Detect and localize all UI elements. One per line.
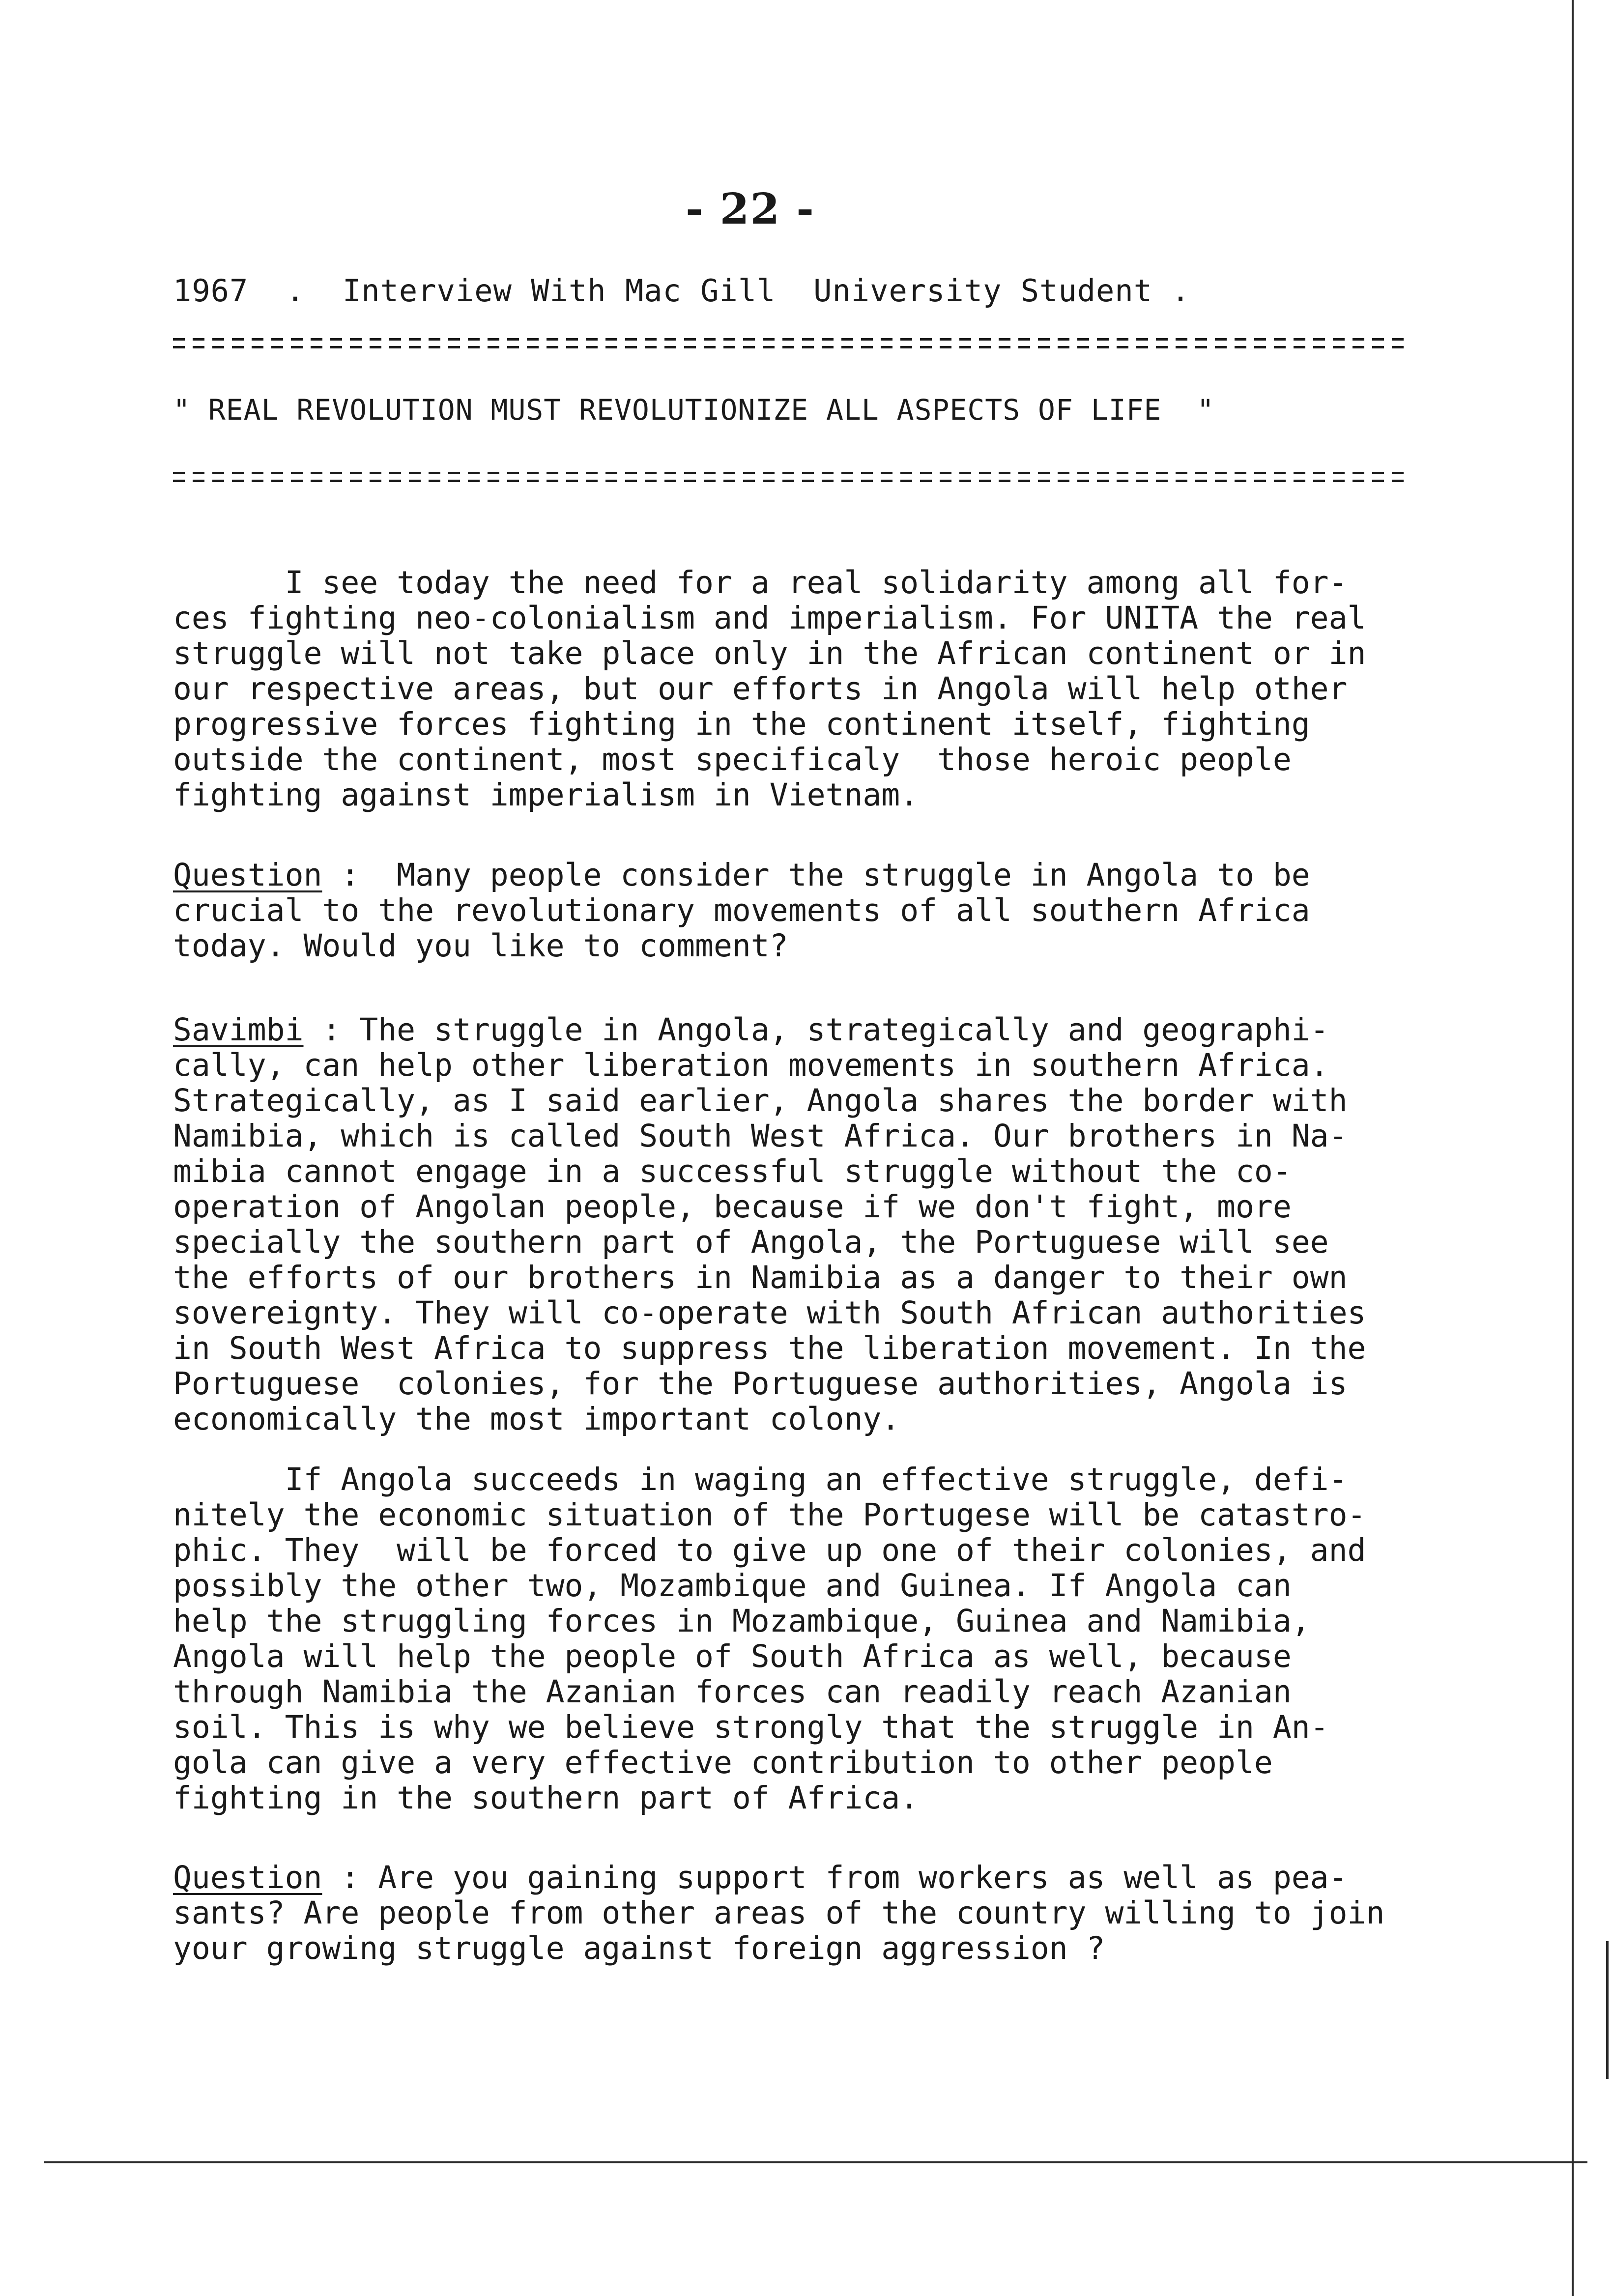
page-edge-line <box>1572 0 1574 2296</box>
page-number: - 22 - <box>686 184 815 234</box>
text-line: today. Would you like to comment? <box>173 928 788 964</box>
speaker-label: Question <box>173 857 322 893</box>
text-line <box>173 1860 1451 1895</box>
double-rule-bottom <box>173 472 1411 485</box>
text-line: struggle will not take place only in the African continent or in <box>173 635 1366 671</box>
paragraph-answer-continued <box>173 1462 1451 1816</box>
text-line: crucial to the revolutionary movements of all southern Africa <box>173 892 1310 928</box>
text-line <box>173 1012 1451 1048</box>
document-header <box>173 273 1190 309</box>
document-title: " REAL REVOLUTION MUST REVOLUTIONIZE ALL ASPECTS OF LIFE " <box>173 393 1215 427</box>
bottom-divider <box>44 2161 1587 2163</box>
header-year: 1967 <box>173 273 249 309</box>
text-line: operation of Angolan people, because if we don't fight, more <box>173 1189 1292 1225</box>
text-line: If Angola succeeds in waging an effective struggle, defi- <box>173 1462 1348 1497</box>
paragraph-answer-savimbi <box>173 1012 1451 1437</box>
text-line: fighting against imperialism in Vietnam. <box>173 777 919 813</box>
text-line: mibia cannot engage in a successful struggle without the co- <box>173 1153 1292 1189</box>
text-line: nitely the economic situation of the Portugese will be catastro- <box>173 1497 1366 1533</box>
paragraph-question-2 <box>173 1860 1451 1966</box>
text-line: sovereignty. They will co-operate with South African authorities <box>173 1295 1366 1331</box>
paragraph-intro <box>173 565 1451 813</box>
speaker-label: Question <box>173 1860 322 1895</box>
text-line: Angola will help the people of South Africa as well, because <box>173 1638 1292 1674</box>
text-line: cally, can help other liberation movements in southern Africa. <box>173 1047 1329 1083</box>
text-fragment: : Many people consider the struggle in Angola to be <box>322 857 1310 893</box>
header-separator: . <box>286 273 305 309</box>
text-fragment: : Are you gaining support from workers as well as pea- <box>322 1860 1348 1895</box>
text-line: soil. This is why we believe strongly that the struggle in An- <box>173 1709 1329 1745</box>
text-fragment: : The struggle in Angola, strategically and geographi- <box>303 1012 1329 1048</box>
text-line: specially the southern part of Angola, the Portuguese will see <box>173 1224 1329 1260</box>
text-line: Strategically, as I said earlier, Angola shares the border with <box>173 1083 1348 1119</box>
text-line <box>173 858 1451 893</box>
text-line: Namibia, which is called South West Africa. Our brothers in Na- <box>173 1118 1348 1154</box>
text-line: fighting in the southern part of Africa. <box>173 1780 919 1816</box>
double-rule-top <box>173 338 1411 351</box>
text-line: phic. They will be forced to give up one of their colonies, and <box>173 1532 1366 1568</box>
text-line: gola can give a very effective contribution to other people <box>173 1745 1273 1780</box>
text-line: sants? Are people from other areas of the country willing to join <box>173 1895 1385 1931</box>
header-heading: Interview With Mac Gill University Student . <box>342 273 1190 309</box>
text-line: economically the most important colony. <box>173 1401 900 1437</box>
text-line: ces fighting neo-colonialism and imperialism. For UNITA the real <box>173 600 1366 636</box>
text-line: help the struggling forces in Mozambique, Guinea and Namibia, <box>173 1603 1310 1639</box>
paragraph-question-1 <box>173 858 1451 964</box>
text-line: your growing struggle against foreign aggression ? <box>173 1930 1105 1966</box>
text-line: progressive forces fighting in the continent itself, fighting <box>173 706 1310 742</box>
text-line: outside the continent, most specificaly those heroic people <box>173 742 1292 777</box>
text-line: our respective areas, but our efforts in Angola will help other <box>173 671 1348 707</box>
text-line: possibly the other two, Mozambique and Guinea. If Angola can <box>173 1568 1292 1604</box>
text-line: in South West Africa to suppress the liberation movement. In the <box>173 1330 1366 1366</box>
text-line: I see today the need for a real solidarity among all for- <box>173 565 1348 601</box>
text-line: through Namibia the Azanian forces can readily reach Azanian <box>173 1674 1292 1710</box>
speaker-label: Savimbi <box>173 1012 304 1048</box>
page-edge-mark <box>1606 1941 1609 2079</box>
text-line: the efforts of our brothers in Namibia as a danger to their own <box>173 1260 1348 1295</box>
text-line: Portuguese colonies, for the Portuguese authorities, Angola is <box>173 1366 1348 1402</box>
